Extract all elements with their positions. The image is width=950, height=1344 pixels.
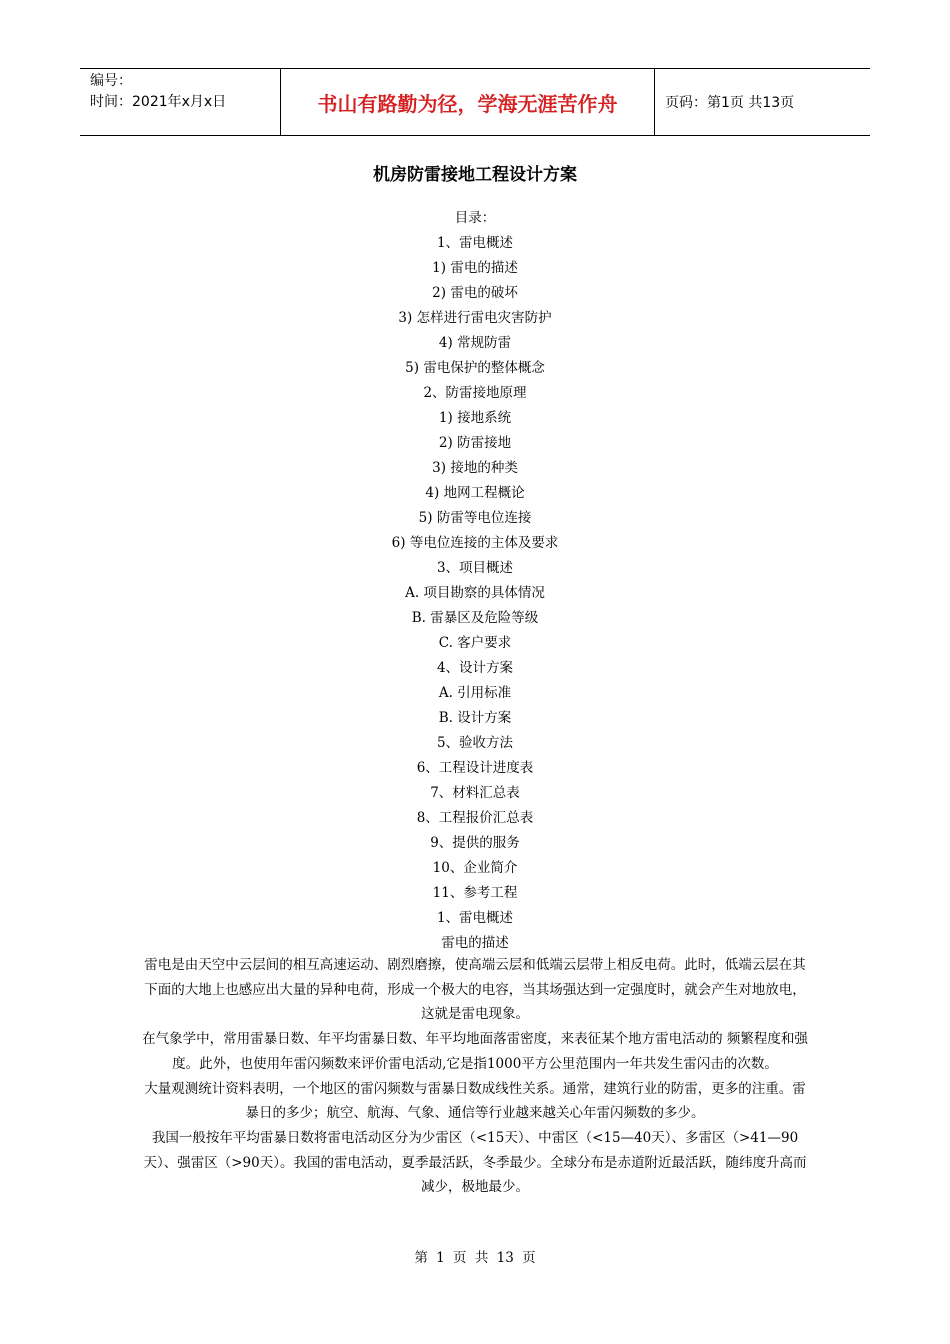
header-page-info: 页码：第1页 共13页	[665, 95, 795, 111]
toc-item: 1、雷电概述	[436, 235, 514, 251]
paragraph: 我国一般按年平均雷暴日数将雷电活动区分为少雷区（<15天）、中雷区（<15—40天）、多雷区（>41—90天）、强雷区（>90天）。我国的雷电活动，夏季最活跃，冬季最少。全球分布是赤道附近最活跃，随纬度升高而减少，极地最少。	[143, 1129, 807, 1196]
toc-item: 7、材料汇总表	[430, 785, 520, 801]
toc-item: 2) 雷电的破坏	[432, 285, 518, 301]
toc-item: 2) 防雷接地	[438, 435, 512, 451]
toc-item: 目录：	[454, 210, 496, 226]
toc-item: 10、企业简介	[432, 860, 518, 876]
toc-item: 4) 常规防雷	[438, 335, 512, 351]
toc-item: 3) 接地的种类	[432, 460, 518, 476]
subsection-heading: 雷电的描述	[441, 935, 509, 951]
paragraph: 大量观测统计资料表明，一个地区的雷闪频数与雷暴日数成线性关系。通常，建筑行业的防雷，更多的注重。雷暴日的多少；航空、航海、气象、通信等行业越来越关心年雷闪频数的多少。	[144, 1080, 806, 1122]
toc-item: A. 引用标准	[438, 685, 512, 701]
toc-item: A. 项目勘察的具体情况	[405, 585, 545, 601]
toc-item: 1) 雷电的描述	[432, 260, 518, 276]
table-of-contents	[0, 206, 950, 956]
toc-item: 5、验收方法	[436, 735, 514, 751]
toc-item: 2、防雷接地原理	[423, 385, 527, 401]
toc-item: B. 雷暴区及危险等级	[411, 610, 539, 626]
toc-item: B. 设计方案	[438, 710, 512, 726]
page-footer: 第 1 页 共 13 页	[414, 1250, 536, 1266]
toc-item: 11、参考工程	[432, 885, 518, 901]
page-header	[80, 68, 870, 136]
document-number-label: 编号：	[90, 73, 132, 89]
header-motto: 书山有路勤为径，学海无涯苦作舟	[281, 69, 655, 135]
toc-item: 5) 雷电保护的整体概念	[405, 360, 545, 376]
toc-item: C. 客户要求	[438, 635, 512, 651]
document-time-label: 时间：2021年x月x日	[90, 94, 227, 110]
header-meta-cell	[80, 69, 281, 135]
section-heading: 1、雷电概述	[436, 910, 514, 926]
toc-item: 3) 怎样进行雷电灾害防护	[398, 310, 552, 326]
toc-item: 9、提供的服务	[430, 835, 520, 851]
document-title: 机房防雷接地工程设计方案	[373, 165, 577, 185]
toc-item: 3、项目概述	[436, 560, 514, 576]
paragraph: 雷电是由天空中云层间的相互高速运动、剧烈磨擦，使高端云层和低端云层带上相反电荷。此时，低端云层在其下面的大地上也感应出大量的异种电荷，形成一个极大的电容，当其场强达到一定强度时，就会产生对地放电，这就是雷电现象。	[144, 957, 806, 1023]
paragraph: 在气象学中，常用雷暴日数、年平均雷暴日数、年平均地面落雷密度，来表征某个地方雷电活动的 频繁程度和强度。此外，也使用年雷闪频数来评价雷电活动,它是指1000平方公里范围内一年共发生雷闪击的次数。	[142, 1031, 808, 1072]
toc-item: 6) 等电位连接的主体及要求	[391, 535, 559, 551]
toc-item: 8、工程报价汇总表	[416, 810, 534, 826]
toc-item: 5) 防雷等电位连接	[418, 510, 532, 526]
toc-item: 4、设计方案	[436, 660, 514, 676]
toc-item: 4) 地网工程概论	[425, 485, 525, 501]
toc-item: 6、工程设计进度表	[416, 760, 534, 776]
toc-item: 1) 接地系统	[438, 410, 512, 426]
body-text	[140, 953, 810, 1200]
